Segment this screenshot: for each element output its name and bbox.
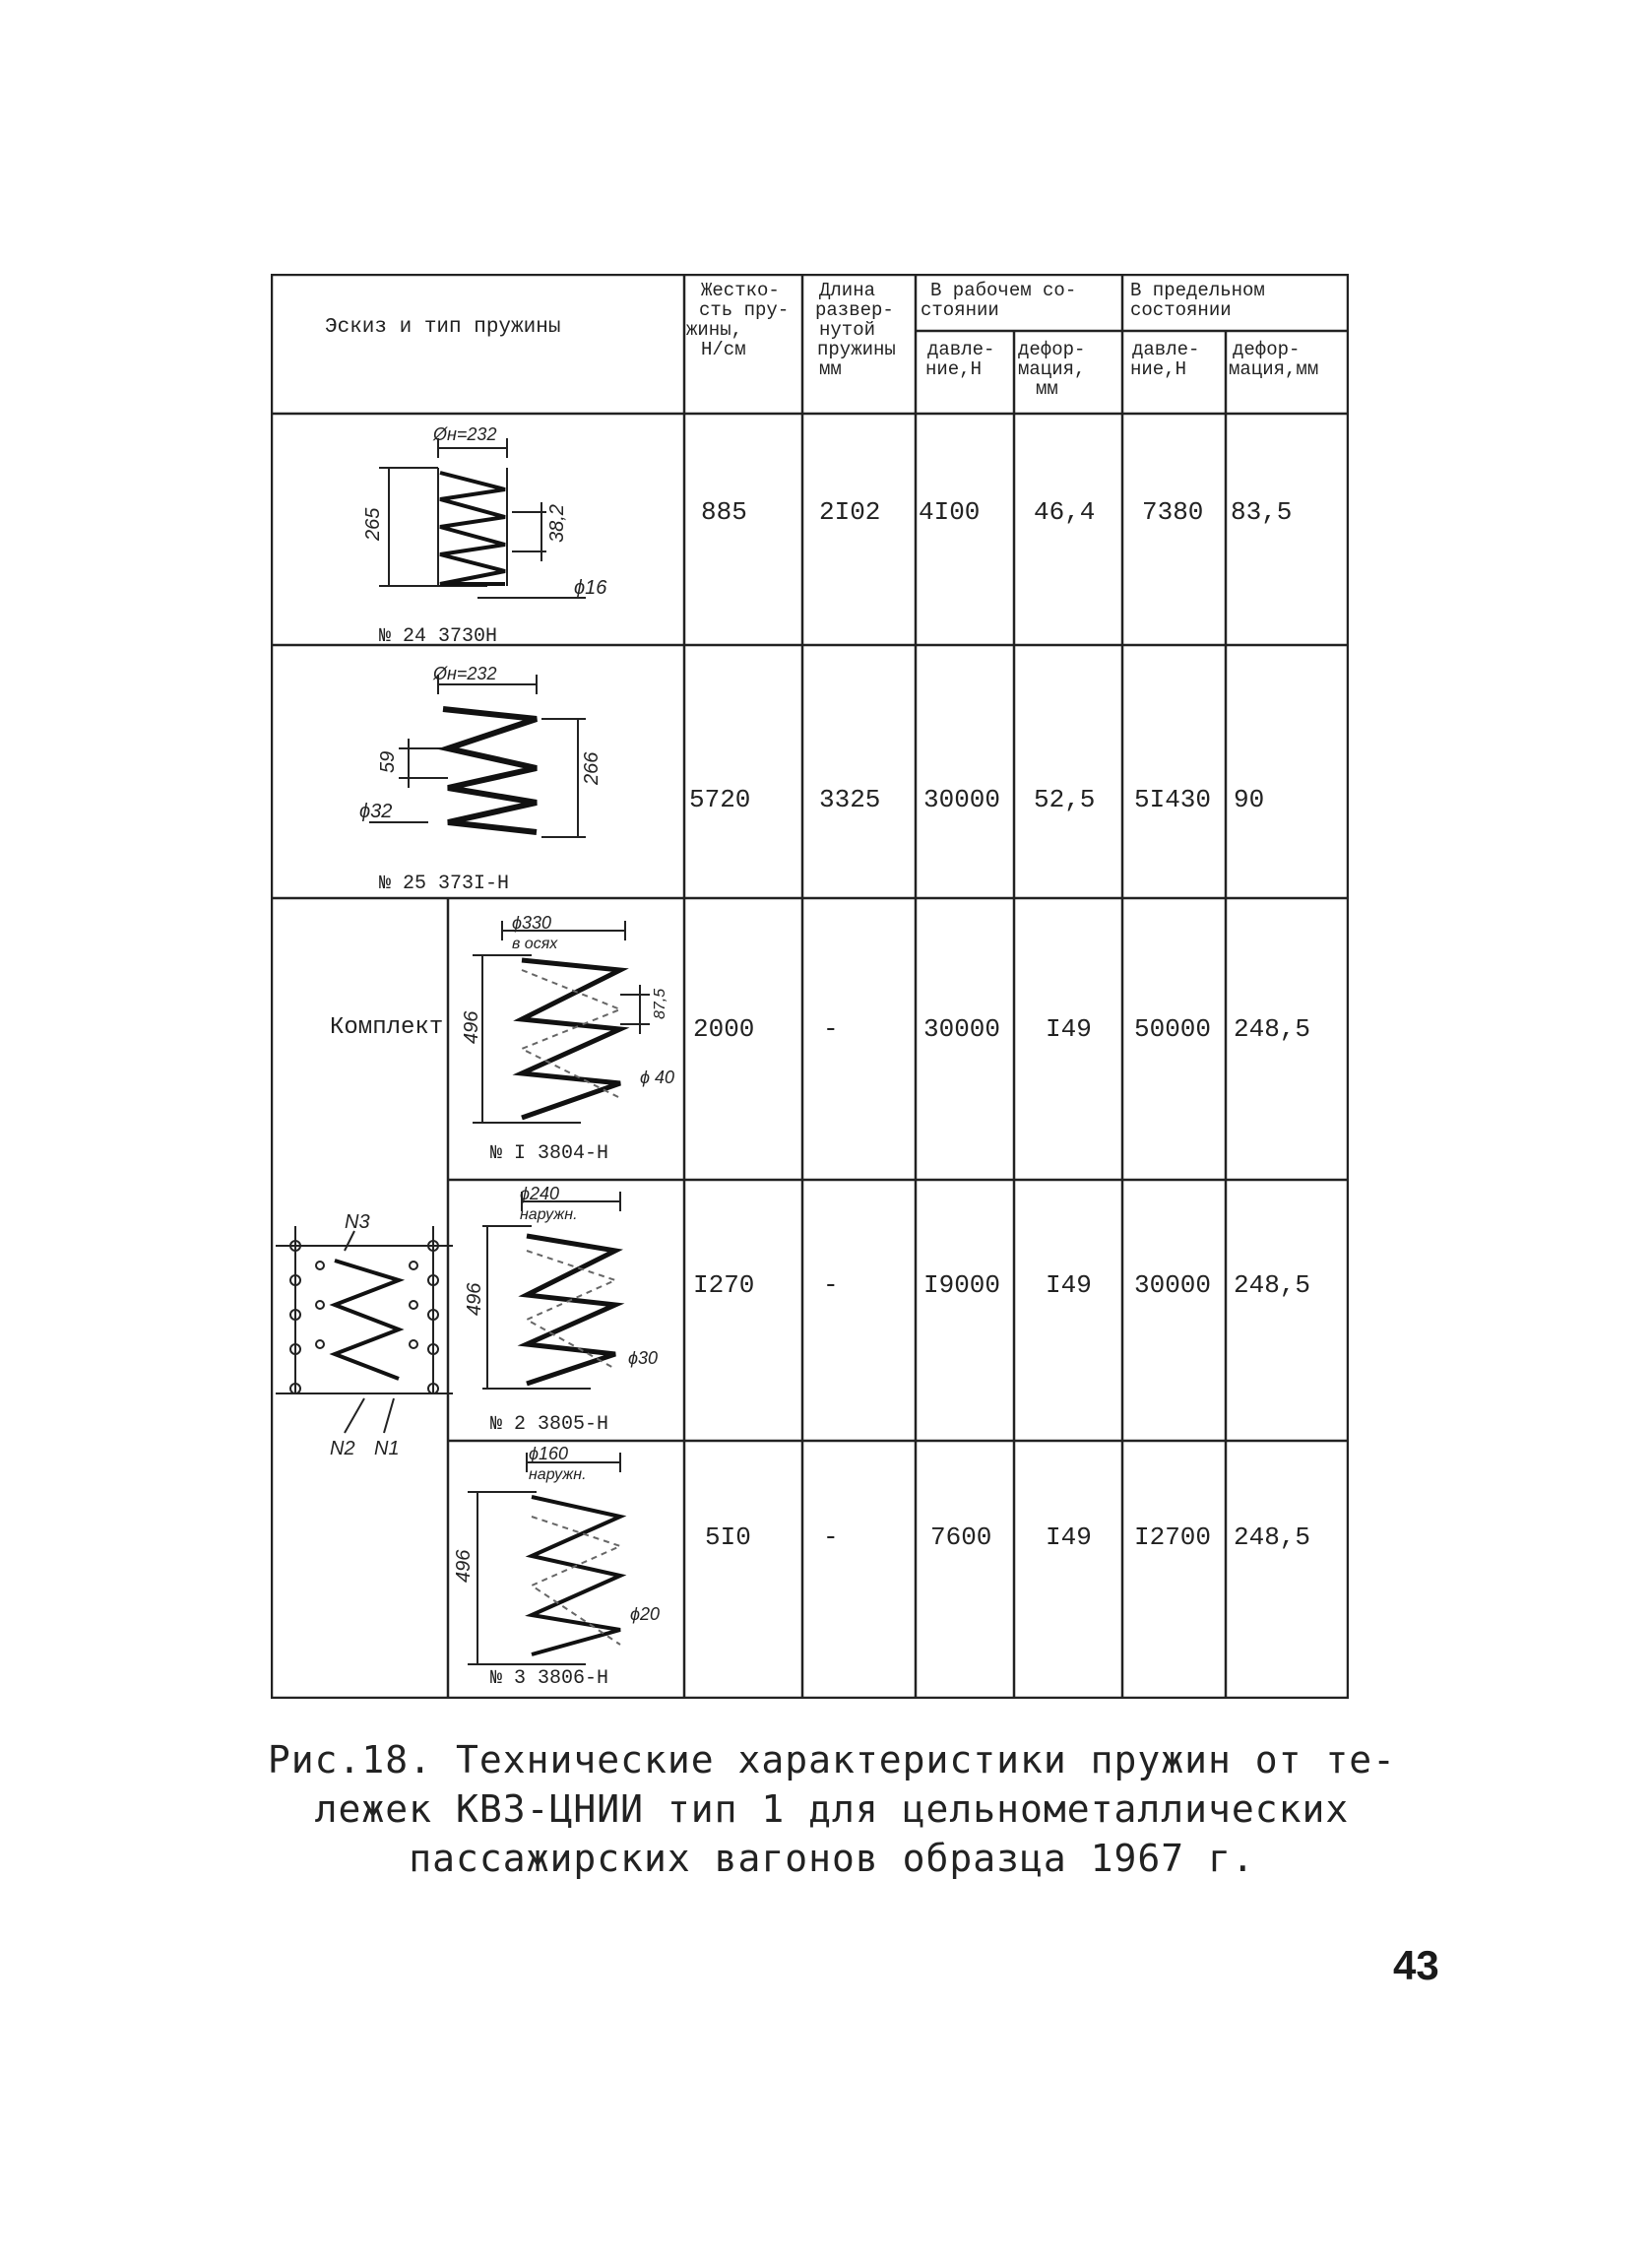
header-sketch-type: Эскиз и тип пружины	[325, 316, 561, 339]
svg-text:496: 496	[461, 1010, 482, 1044]
svg-text:в осях: в осях	[512, 936, 558, 952]
svg-text:496: 496	[453, 1549, 475, 1583]
spring-type-3730: № 24 3730Н	[379, 625, 498, 648]
spring-sketch-3805	[453, 1182, 689, 1398]
spring-type-3805: № 2 3805-Н	[490, 1413, 609, 1436]
svg-text:266: 266	[581, 751, 603, 785]
svg-text:N2: N2	[330, 1438, 355, 1459]
svg-text:496: 496	[464, 1282, 485, 1316]
svg-text:наружн.: наружн.	[520, 1206, 578, 1223]
figure-caption-line-1: Рис.18. Технические характеристики пружин от те-	[267, 1738, 1397, 1781]
svg-text:наружн.: наружн.	[529, 1466, 587, 1483]
svg-text:ϕ16: ϕ16	[574, 577, 607, 599]
svg-text:Øн=232: Øн=232	[433, 424, 497, 444]
spring-type-3806: № 3 3806-Н	[490, 1667, 609, 1690]
spring-type-3804: № I 3804-Н	[490, 1142, 609, 1165]
svg-text:ϕ32: ϕ32	[359, 801, 393, 822]
svg-text:265: 265	[362, 507, 384, 541]
svg-text:ϕ 40: ϕ 40	[640, 1068, 675, 1087]
spring-set-assembly-sketch	[276, 1206, 453, 1462]
figure-caption-line-2: лежек КВЗ-ЦНИИ тип 1 для цельнометаллических	[314, 1787, 1350, 1831]
svg-text:ϕ20: ϕ20	[630, 1604, 661, 1624]
svg-text:38,2: 38,2	[546, 504, 568, 543]
svg-text:ϕ160: ϕ160	[529, 1444, 569, 1463]
figure-caption-line-3: пассажирских вагонов образца 1967 г.	[409, 1837, 1255, 1880]
spring-sketch-3804	[453, 911, 689, 1137]
svg-text:Øн=232: Øн=232	[433, 665, 497, 683]
spring-sketch-3730	[349, 419, 645, 615]
spring-sketch-3806	[448, 1438, 684, 1674]
svg-text:ϕ240: ϕ240	[520, 1184, 560, 1203]
page-number: 43	[1393, 1942, 1439, 1988]
svg-text:N3: N3	[345, 1211, 370, 1233]
svg-text:87,5: 87,5	[652, 988, 668, 1019]
set-label: Комплект	[330, 1014, 444, 1041]
svg-text:N1: N1	[374, 1438, 400, 1459]
svg-text:59: 59	[377, 750, 399, 773]
svg-text:ϕ30: ϕ30	[628, 1348, 659, 1368]
spring-type-3731: № 25 373I-Н	[379, 873, 510, 895]
svg-text:ϕ330: ϕ330	[512, 913, 552, 933]
spring-sketch-3731	[349, 665, 645, 852]
